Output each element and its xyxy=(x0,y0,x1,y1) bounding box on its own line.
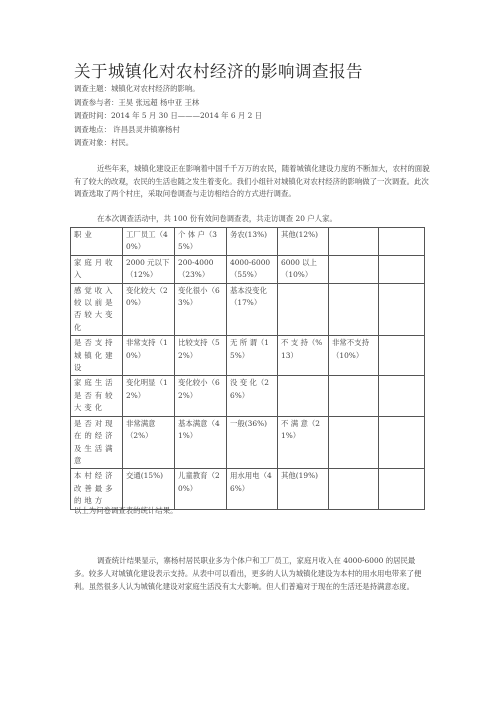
table-cell xyxy=(379,283,425,336)
table-cell xyxy=(278,283,329,336)
table-cell: 没 变 化（26%） xyxy=(227,376,278,416)
table-caption: 以上为问卷调查表的统计结果。 xyxy=(74,506,178,515)
table-cell xyxy=(329,283,379,336)
table-cell: 儿童教育（20%） xyxy=(175,469,227,509)
table-cell xyxy=(379,255,425,283)
table-cell: 6000 以上（10%） xyxy=(278,255,329,283)
table-cell: 基本满意（41%） xyxy=(175,416,227,469)
table-row xyxy=(71,469,425,509)
table-row xyxy=(71,376,425,416)
row-label: 本村经济改善最多的地方 xyxy=(71,469,123,509)
table-cell: 变化明显（12%） xyxy=(123,376,175,416)
table-cell xyxy=(379,228,425,256)
report-title: 关于城镇化对农村经济的影响调查报告 xyxy=(74,62,363,81)
table-cell: 一般(36%) xyxy=(227,416,278,469)
table-cell: 非常不支持（10%） xyxy=(329,336,379,376)
table-cell xyxy=(329,255,379,283)
table-cell: 个 体 户（35%） xyxy=(175,228,227,256)
report-meta xyxy=(74,82,434,150)
survey-table xyxy=(70,227,425,510)
table-cell xyxy=(329,469,379,509)
table-cell xyxy=(379,336,425,376)
row-label: 职业 xyxy=(71,228,123,256)
table-row xyxy=(71,255,425,283)
survey-lead: 在本次调查活动中，共 100 份有效问卷调查表，共走访调查 20 户人家。 xyxy=(97,214,337,223)
table-cell: 非常支持（10%） xyxy=(123,336,175,376)
table-cell xyxy=(379,469,425,509)
table-cell: 比较支持（52%） xyxy=(175,336,227,376)
meta-time: 调查时间：2014 年 5 月 30 日———2014 年 6 月 2 日 xyxy=(74,111,263,120)
table-cell: 变化很小（63%） xyxy=(175,283,227,336)
table-row xyxy=(71,336,425,376)
table-cell: 其他(19%) xyxy=(278,469,329,509)
table-cell: 工厂员工（40%） xyxy=(123,228,175,256)
table-cell: 务农(13%) xyxy=(227,228,278,256)
table-cell: 基本没变化（17%） xyxy=(227,283,278,336)
table-cell: 变化较小（62%） xyxy=(175,376,227,416)
row-label: 感觉收入较以前是否较大变化 xyxy=(71,283,123,336)
table-cell: 不 支 持（%13） xyxy=(278,336,329,376)
table-cell: 变化较大（20%） xyxy=(123,283,175,336)
table-cell: 无 所 谓（15%） xyxy=(227,336,278,376)
table-cell: 交通(15%) xyxy=(123,469,175,509)
meta-place: 调查地点： 许昌县灵井镇寨杨村 xyxy=(74,124,180,134)
table-cell: 2000 元以下（12%） xyxy=(123,255,175,283)
table-cell: 4000-6000（55%） xyxy=(227,255,278,283)
row-label: 是否支持城镇化建设 xyxy=(71,336,123,376)
table-row xyxy=(71,416,425,469)
table-cell: 非常满意（2%） xyxy=(123,416,175,469)
table-row xyxy=(71,283,425,336)
table-cell xyxy=(329,416,379,469)
table-cell: 用水用电（46%） xyxy=(227,469,278,509)
table-cell: 其他(12%) xyxy=(278,228,329,256)
summary-paragraph: 调查统计结果显示，寨杨村居民职业多为个体户和工厂员工，家庭月收入在 4000-6000 的居民最多。较多人对城镇化建设表示支持。从表中可以看出，更多的人认为城镇化建设为本村的用水用电带来了便利。虽然很多人认为城镇化建设对家庭生活没有太大影响。但人们普遍对于现在的生活还是持满意态度。 xyxy=(74,556,422,591)
row-label: 家庭生活是否有较大变化 xyxy=(71,376,123,416)
table-cell xyxy=(329,228,379,256)
meta-topic: 调查主题：城镇化对农村经济的影响。 xyxy=(74,84,200,93)
row-label: 是否对现在的经济及生活满意 xyxy=(71,416,123,469)
table-cell xyxy=(278,376,329,416)
table-cell xyxy=(379,376,425,416)
table-row xyxy=(71,228,425,256)
table-cell xyxy=(379,416,425,469)
row-label: 家庭月收入 xyxy=(71,255,123,283)
meta-object: 调查对象：村民。 xyxy=(74,138,134,147)
table-cell xyxy=(329,376,379,416)
table-cell: 200-4000（23%） xyxy=(175,255,227,283)
intro-paragraph: 近些年来，城镇化建设正在影响着中国千千万万的农民，随着城镇化建设力度的不断加大，农村的面貌有了较大的改观，农民的生活也随之发生着变化。我们小组针对城镇化对农村经济的影响做了一次调查。此次调查选取了两个村庄，采取问卷调查与走访相结合的方式进行调查。 xyxy=(74,164,430,199)
meta-members: 调查参与者：王昊 张远超 杨中亚 王林 xyxy=(74,97,200,107)
table-cell: 不 满 意（21%） xyxy=(278,416,329,469)
